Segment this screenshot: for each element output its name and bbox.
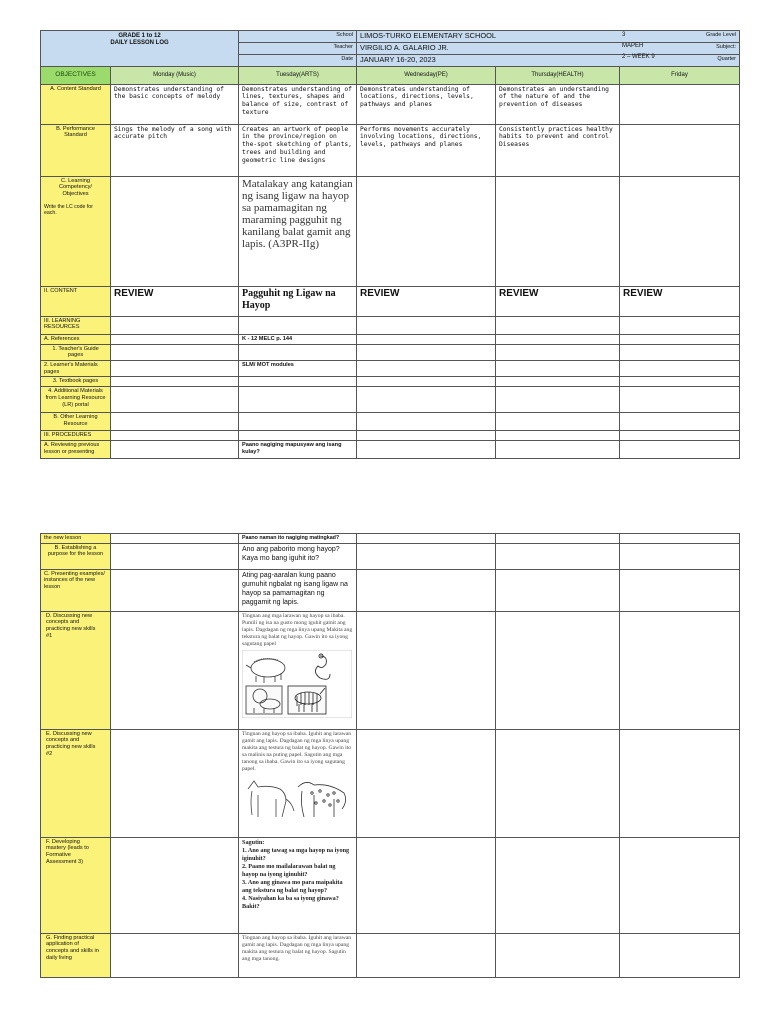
label-content: II. CONTENT	[41, 286, 111, 316]
grade-value: 3	[622, 32, 626, 38]
label-applying	[41, 933, 111, 977]
row-reviewing-cont	[41, 534, 740, 544]
row-teachers-guide	[41, 344, 740, 360]
content-std-fri	[620, 84, 740, 124]
teacher-value: VIRGILIO A. GALARIO JR.	[357, 42, 620, 54]
school-label: School	[239, 31, 357, 43]
discuss1-tue-text: Tingnan ang mga larawan ng hayop sa ibaba. Pumili ng isa na gusto mong iguhit gamit ang lapis. Dagdagan ng mga linya upang Makita ang tekstura ng balat ng hayop. Gawin ito sa iyong sagutang papel	[242, 612, 353, 648]
day-thursday: Thursday(HEALTH)	[496, 66, 620, 84]
label-purpose: B. Establishing a purpose for the lesson	[41, 543, 111, 569]
perf-std-fri	[620, 124, 740, 176]
date-value: JANUARY 16-20, 2023	[357, 54, 620, 66]
wild-animals-image	[242, 775, 352, 821]
quarter-value: 2 – WEEK 9	[622, 54, 655, 60]
row-other-resources	[41, 413, 740, 431]
label-presenting: C. Presenting examples/ instances of the new lesson	[41, 569, 111, 611]
perf-std-tue: Creates an artwork of people in the province/region on the-spot sketching of plants, trees and building and geometric line designs	[239, 124, 357, 176]
label-content-standard: A. Content Standard	[41, 84, 111, 124]
label-performance-standard: B. Performance Standard	[41, 124, 111, 176]
perf-std-mon: Sings the melody of a song with accurate pitch	[111, 124, 239, 176]
content-std-mon: Demonstrates understanding of the basic concepts of melody	[111, 84, 239, 124]
row-content-standard	[41, 84, 740, 124]
competency-tue: Matalakay ang katangian ng isang ligaw na hayop sa pamamagitan ng maraming pagguhit ng kanilang balat gamit ang lapis. (A3PR-IIg)	[239, 176, 357, 286]
lesson-log-table-page1	[40, 30, 740, 459]
reviewing-cont-tue: Paano naman ito nagiging matingkad?	[239, 534, 357, 544]
zebra-drawing	[288, 686, 326, 714]
label-procedures: III. PROCEDURES	[41, 431, 111, 441]
content-mon: REVIEW	[111, 286, 239, 316]
row-applying	[41, 933, 740, 977]
leopard-drawing	[298, 783, 346, 818]
label-learners-materials: 2. Learner's Materials pages	[41, 361, 111, 377]
discuss2-label-text: E. Discussing new concepts and practicing new skills #2	[46, 730, 96, 757]
perf-std-thu: Consistently practices healthy habits to prevent and control Diseases	[496, 124, 620, 176]
mastery-tue	[239, 837, 357, 933]
reviewing-tue: Paano nagiging mapusyaw ang isang kulay?	[239, 440, 357, 458]
competency-fri	[620, 176, 740, 286]
label-discuss2	[41, 729, 111, 837]
log-title-line1: GRADE 1 to 12	[118, 33, 161, 39]
row-performance-standard	[41, 124, 740, 176]
day-monday: Monday (Music)	[111, 66, 239, 84]
wolf-drawing	[248, 781, 294, 817]
perf-std-wed: Performs movements accurately involving locations, directions, levels, pathways and planes	[357, 124, 496, 176]
day-tuesday: Tuesday(ARTS)	[239, 66, 357, 84]
teacher-label: Teacher	[239, 42, 357, 54]
content-std-tue: Demonstrates understanding of lines, textures, shapes and balance of size, contrast of texture	[239, 84, 357, 124]
row-presenting	[41, 569, 740, 611]
discuss1-label-text: D. Discussing new concepts and practicing new skills #1	[46, 612, 96, 639]
row-learners-materials	[41, 361, 740, 377]
label-resources: III. LEARNING RESOURCES	[41, 316, 111, 334]
date-label: Date	[239, 54, 357, 66]
competency-title: C. Learning Competency/ Objectives	[59, 177, 92, 198]
mastery-q1: 1. Ano ang tawag sa mga hayop na iyong iginuhit?	[242, 846, 350, 862]
row-additional-materials	[41, 387, 740, 413]
label-additional-materials: 4. Additional Materials from Learning Resource (LR) portal	[41, 387, 111, 413]
label-discuss1	[41, 611, 111, 729]
day-friday: Friday	[620, 66, 740, 84]
label-reviewing: A. Reviewing previous lesson or presenting	[41, 440, 111, 458]
presenting-tue: Ating pag-aaralan kung paano gumuhit ngbalat ng isang ligaw na hayop sa pamamagitan ng paggamit ng lapis.	[239, 569, 357, 611]
row-discuss1	[41, 611, 740, 729]
row-resources	[41, 316, 740, 334]
competency-note: Write the LC code for each.	[44, 203, 93, 216]
row-mastery	[41, 837, 740, 933]
competency-thu	[496, 176, 620, 286]
content-thu: REVIEW	[496, 286, 620, 316]
discuss2-tue	[239, 729, 357, 837]
row-content	[41, 286, 740, 316]
learners-materials-tue: SLM/ MOT modules	[239, 361, 357, 377]
mastery-head: Sagutin:	[242, 838, 265, 846]
mastery-q3: 3. Ano ang ginawa mo para maipakita ang tekstura ng balat ng hayop?	[242, 879, 343, 895]
grade-label: Grade Level	[620, 31, 740, 43]
quarter-label: Quarter	[620, 54, 740, 66]
label-reviewing-cont: the new lesson	[41, 534, 111, 544]
animal-drawings-image	[242, 650, 352, 718]
subject-label: Subject:	[620, 42, 740, 54]
row-references	[41, 334, 740, 344]
row-discuss2	[41, 729, 740, 837]
log-title-line2: DAILY LESSON LOG	[110, 40, 169, 47]
content-wed: REVIEW	[357, 286, 496, 316]
school-value: LIMOS-TURKO ELEMENTARY SCHOOL	[357, 31, 620, 43]
content-tue: Pagguhit ng Ligaw na Hayop	[239, 286, 357, 316]
mastery-label-text: F. Developing mastery (leads to Formative Assessment 3)	[46, 838, 89, 865]
subject-value: MAPEH	[622, 43, 644, 49]
content-std-thu: Demonstrates an understanding of the nature of and the prevention of diseases	[496, 84, 620, 124]
row-competency	[41, 176, 740, 286]
purpose-tue: Ano ang paborito mong hayop? Kaya mo bang iguhit ito?	[239, 543, 357, 569]
label-other-resources: B. Other Learning Resource	[41, 413, 111, 431]
row-procedures	[41, 431, 740, 441]
competency-mon	[111, 176, 239, 286]
lion-drawing	[246, 686, 282, 714]
lesson-log-table-page2	[40, 533, 740, 978]
applying-tue: Tingnan ang hayop sa ibaba. Iguhit ang larawan gamit ang lapis. Dagdagan ng mga linya upang makita ang testura ng balat ng hayop. Sagutin ang mga tanong.	[239, 933, 357, 977]
discuss1-tue	[239, 611, 357, 729]
days-row	[41, 66, 740, 84]
competency-wed	[357, 176, 496, 286]
mastery-q2: 2. Paano mo mailalarawan balat ng hayop na iyong iginuhit?	[242, 862, 336, 878]
row-reviewing	[41, 440, 740, 458]
content-fri: REVIEW	[620, 286, 740, 316]
applying-label-text: G. Finding practical application of concepts and skills in daily living	[46, 934, 99, 961]
row-purpose	[41, 543, 740, 569]
mastery-q4: 4. Nasiyahan ka ba sa iyong ginawa? Bakit?	[242, 895, 339, 911]
content-std-wed: Demonstrates understanding of locations, directions, levels, pathways and planes	[357, 84, 496, 124]
label-competency	[41, 176, 111, 286]
label-teachers-guide: 1. Teacher's Guide pages	[41, 344, 111, 360]
label-mastery	[41, 837, 111, 933]
log-title	[41, 31, 239, 67]
objectives-header: OBJECTIVES	[41, 66, 111, 84]
header-values-right	[619, 30, 739, 63]
row-textbook	[41, 377, 740, 387]
label-textbook: 3. Textbook pages	[41, 377, 111, 387]
label-references: A. References	[41, 334, 111, 344]
references-tue: K - 12 MELC p. 144	[239, 334, 357, 344]
discuss2-tue-text: Tingnan ang hayop sa ibaba. Iguhit ang larawan gamit ang lapis. Dagdagan ng mga linya upang makita ang testura ng balat ng hayop. Gawin ito sa malinis na puting papel. Sagutin ang mga tanong sa ibaba. Gawin ito sa iyong sagutang papel.	[242, 730, 352, 773]
day-wednesday: Wednesday(PE)	[357, 66, 496, 84]
